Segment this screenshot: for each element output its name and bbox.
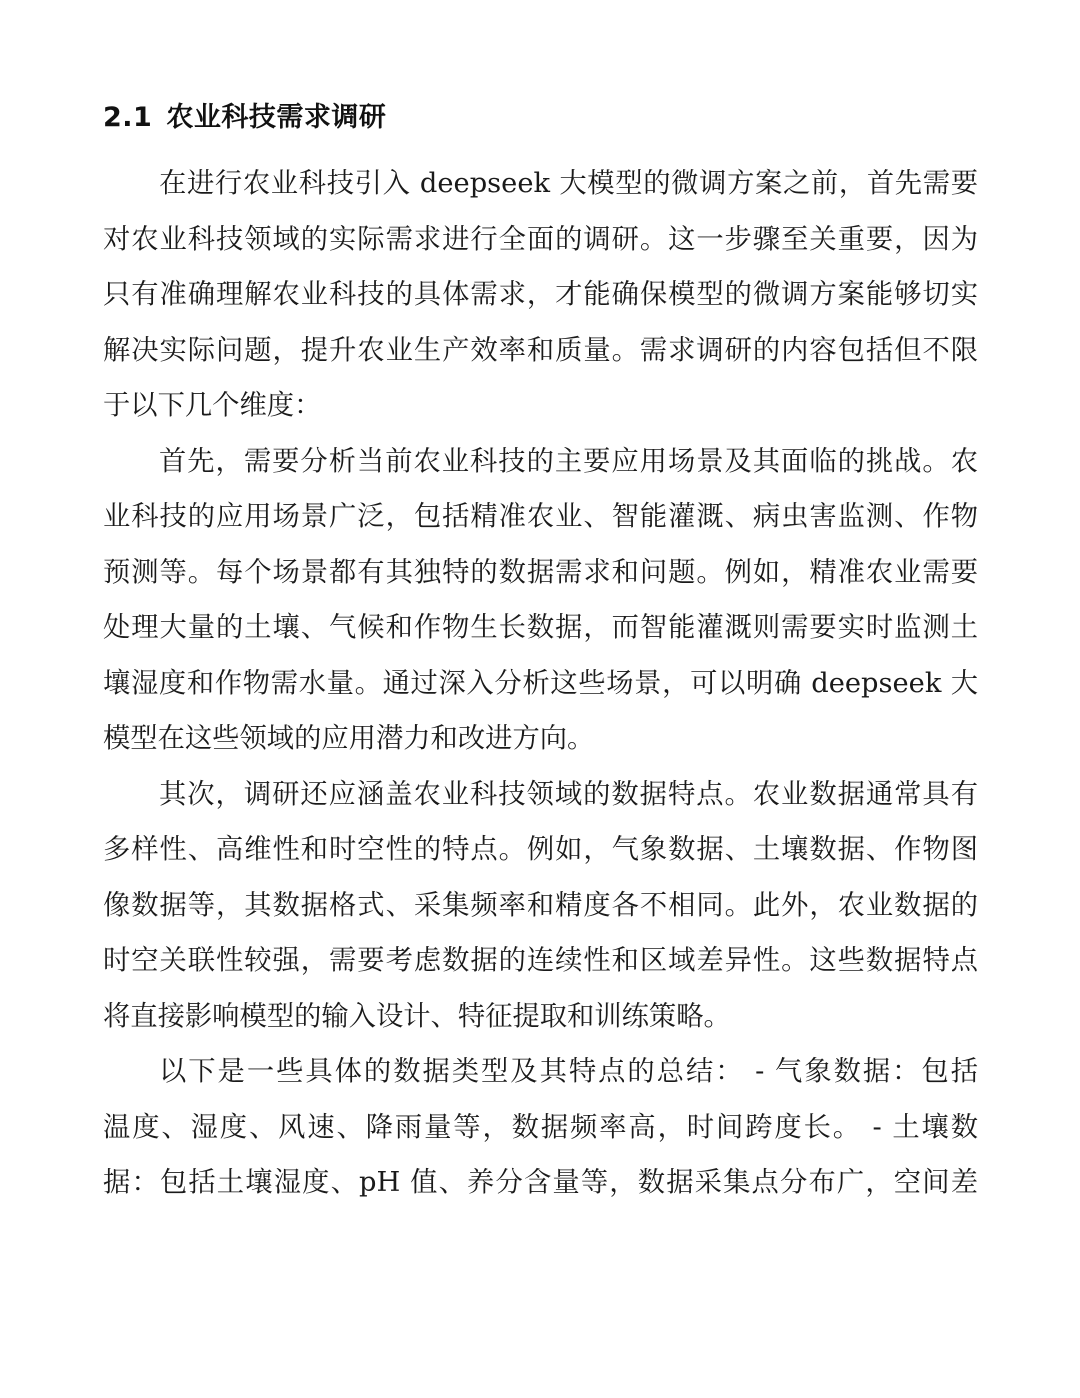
- paragraph-1-line-5: 于以下几个维度：: [103, 390, 322, 421]
- paragraph-1-line-3: 只有准确理解农业科技的具体需求，才能确保模型的微调方案能够切实: [103, 279, 978, 310]
- section-heading: [103, 98, 386, 138]
- paragraph-4-line-2: 温度、湿度、风速、降雨量等，数据频率高，时间跨度长。 - 土壤数: [103, 1111, 978, 1143]
- paragraph-2-line-1: 首先，需要分析当前农业科技的主要应用场景及其面临的挑战。农: [159, 445, 978, 477]
- paragraph-4-line-1: 以下是一些具体的数据类型及其特点的总结： - 气象数据：包括: [159, 1056, 978, 1087]
- paragraph-2-line-2: 业科技的应用场景广泛，包括精准农业、智能灌溉、病虫害监测、作物: [103, 501, 978, 532]
- paragraph-1-line-1: 在进行农业科技引入 deepseek 大模型的微调方案之前，首先需要: [159, 168, 978, 199]
- paragraph-2-line-5: 壤湿度和作物需水量。通过深入分析这些场景，可以明确 deepseek 大: [103, 667, 978, 699]
- paragraph-2-line-4: 处理大量的土壤、气候和作物生长数据，而智能灌溉则需要实时监测土: [103, 612, 978, 643]
- paragraph-3-line-4: 时空关联性较强，需要考虑数据的连续性和区域差异性。这些数据特点: [103, 945, 978, 976]
- paragraph-3-line-1: 其次，调研还应涵盖农业科技领域的数据特点。农业数据通常具有: [159, 778, 978, 810]
- paragraph-2-line-3: 预测等。每个场景都有其独特的数据需求和问题。例如，精准农业需要: [103, 556, 978, 588]
- section-number: 2.1: [103, 102, 153, 133]
- paragraph-2-line-6: 模型在这些领域的应用潜力和改进方向。: [103, 723, 595, 754]
- section-title: 农业科技需求调研: [166, 102, 387, 133]
- paragraph-4-line-3: 据：包括土壤湿度、pH 值、养分含量等，数据采集点分布广，空间差: [103, 1167, 978, 1198]
- paragraph-3-line-5: 将直接影响模型的输入设计、特征提取和训练策略。: [103, 1000, 731, 1032]
- paragraph-1-line-2: 对农业科技领域的实际需求进行全面的调研。这一步骤至关重要，因为: [103, 223, 978, 255]
- paragraph-3-line-2: 多样性、高维性和时空性的特点。例如，气象数据、土壤数据、作物图: [103, 834, 978, 865]
- paragraph-3-line-3: 像数据等，其数据格式、采集频率和精度各不相同。此外，农业数据的: [103, 889, 978, 921]
- body-text: [103, 156, 978, 1211]
- paragraph-1-line-4: 解决实际问题，提升农业生产效率和质量。需求调研的内容包括但不限: [103, 334, 978, 366]
